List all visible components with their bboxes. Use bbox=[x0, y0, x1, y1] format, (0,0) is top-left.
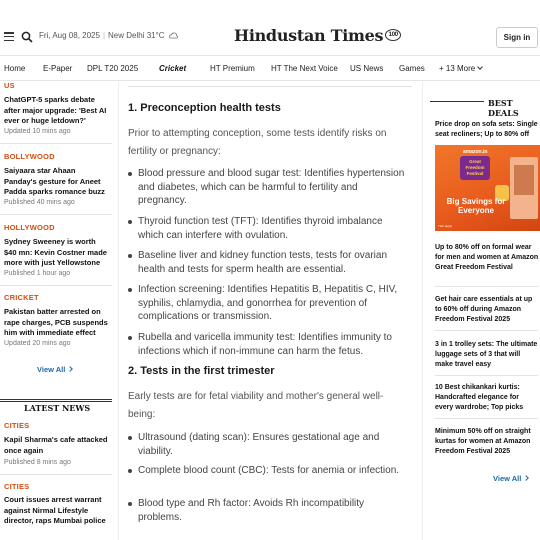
story-meta: Published 40 mins ago bbox=[4, 199, 75, 206]
logo-badge: 100 bbox=[385, 29, 401, 41]
bullet-item: Thyroid function test (TFT): Identifies thyroid imbalance which can interfere with ovulation. bbox=[128, 215, 406, 242]
signin-button[interactable]: Sign in bbox=[496, 27, 538, 48]
ad-badge: Great Freedom Festival bbox=[460, 156, 490, 180]
divider bbox=[0, 285, 112, 286]
logo-text: Hindustan Times bbox=[234, 26, 384, 45]
top-header bbox=[0, 0, 540, 56]
nav-dpl[interactable]: DPL T20 2025 bbox=[87, 64, 139, 73]
date-weather: Fri, Aug 08, 2025 | New Delhi 31°C bbox=[39, 31, 178, 40]
search-icon[interactable] bbox=[21, 31, 33, 43]
divider bbox=[0, 143, 112, 144]
divider bbox=[435, 375, 538, 376]
section-label[interactable]: CITIES bbox=[4, 421, 30, 430]
bullet-item: Baseline liver and kidney function tests, tests for ovarian health and tests for sperm health are essential. bbox=[128, 249, 406, 276]
column-divider bbox=[118, 82, 119, 540]
view-all-label: View All bbox=[37, 365, 66, 374]
deal-link[interactable]: 10 Best chikankari kurtis: Handcrafted elegance for every wardrobe; Top picks bbox=[435, 384, 524, 411]
story-headline[interactable]: Court issues arrest warrant against Nirmal Lifestyle director, raps Mumbai police bbox=[4, 495, 106, 525]
article-top-rule bbox=[128, 86, 412, 87]
bullet-item: Blood type and Rh factor: Avoids Rh incompatibility problems. bbox=[128, 497, 406, 524]
divider bbox=[0, 474, 112, 475]
latest-news-rule bbox=[0, 399, 112, 402]
menu-icon[interactable] bbox=[4, 32, 14, 41]
divider bbox=[435, 418, 538, 419]
nav-us-news[interactable]: US News bbox=[350, 64, 384, 73]
story-headline[interactable]: Saiyaara star Ahaan Panday's gesture for Aneet Padda sparks romance buzz bbox=[4, 166, 105, 196]
section-label[interactable]: US bbox=[4, 81, 15, 90]
deal-link[interactable]: 3 in 1 trolley sets: The ultimate luggage sets of 3 that will make travel easy bbox=[435, 341, 538, 368]
story-headline[interactable]: Kapil Sharma's cafe attacked once again bbox=[4, 435, 108, 455]
bullet-item: Rubella and varicella immunity test: Identifies immunity to infections which if non-immune can harm the fetus. bbox=[128, 331, 406, 358]
date-label: Fri, Aug 08, 2025 bbox=[39, 31, 100, 40]
nav-ht-premium[interactable]: HT Premium bbox=[210, 64, 255, 73]
deal-link[interactable]: Minimum 50% off on straight kurtas for women at Amazon Freedom Festival 2025 bbox=[435, 428, 531, 455]
section-heading: 2. Tests in the first trimester bbox=[128, 365, 275, 377]
nav-more-label: + 13 More bbox=[439, 64, 476, 73]
nav-games[interactable]: Games bbox=[399, 64, 425, 73]
bullet-item: Ultrasound (dating scan): Ensures gestational age and viability. bbox=[128, 431, 406, 458]
nav-cricket[interactable] bbox=[159, 64, 186, 73]
story-headline[interactable]: ChatGPT-5 sparks debate after major upgrade: 'Best AI ever or huge letdown?' bbox=[4, 95, 107, 125]
bullet-item: Infection screening: Identifies Hepatitis B, Hepatitis C, HIV, syphilis, chlamydia, and gonorrhea for prevention of complications or transmission. bbox=[128, 283, 406, 324]
deal-link[interactable]: Up to 80% off on formal wear for men and women at Amazon Great Freedom Festival bbox=[435, 244, 539, 271]
ad-terms: T&C apply bbox=[438, 224, 453, 228]
view-all-link[interactable] bbox=[37, 365, 72, 374]
best-deals-title: BEST DEALS bbox=[484, 98, 540, 118]
bullet-item: Blood pressure and blood sugar test: Identifies hypertension and diabetes, which can be harmful to fertility and pregnancy. bbox=[128, 167, 406, 208]
nav-home[interactable]: Home bbox=[4, 64, 26, 73]
story-headline[interactable]: Pakistan batter arrested on rape charges, PCB suspends him with immediate effect bbox=[4, 307, 108, 337]
section-label[interactable]: HOLLYWOOD bbox=[4, 223, 55, 232]
nav-next-voice[interactable]: HT The Next Voice bbox=[271, 64, 338, 73]
article-paragraph: Prior to attempting conception, some tests identify risks on fertility or pregnancy: bbox=[128, 128, 387, 157]
city-weather: New Delhi 31°C bbox=[108, 31, 165, 40]
column-divider bbox=[422, 82, 423, 540]
nav-epaper[interactable]: E-Paper bbox=[43, 64, 73, 73]
ad-brand: amazon.in bbox=[463, 149, 488, 155]
chevron-down-icon bbox=[477, 64, 483, 70]
chevron-right-icon bbox=[68, 366, 74, 372]
article-paragraph: Early tests are for fetal viability and mother's general well-being: bbox=[128, 391, 384, 420]
deal-link[interactable]: Get hair care essentials at up to 60% off during Amazon Freedom Festival 2025 bbox=[435, 296, 533, 323]
story-meta: Updated 20 mins ago bbox=[4, 340, 71, 347]
section-label[interactable]: CITIES bbox=[4, 482, 30, 491]
view-all-link[interactable] bbox=[493, 474, 528, 483]
latest-news-title: LATEST NEWS bbox=[24, 403, 91, 413]
divider bbox=[435, 330, 538, 331]
story-meta: Published 8 mins ago bbox=[4, 459, 71, 466]
divider bbox=[0, 214, 112, 215]
story-meta: Published 1 hour ago bbox=[4, 270, 71, 277]
site-logo[interactable] bbox=[234, 26, 401, 45]
divider bbox=[435, 286, 538, 287]
section-label[interactable]: BOLLYWOOD bbox=[4, 152, 55, 161]
nav-more[interactable] bbox=[439, 64, 482, 73]
ad-banner[interactable] bbox=[435, 145, 540, 231]
view-all-label: View All bbox=[493, 474, 522, 483]
story-headline[interactable]: Sydney Sweeney is worth $40 mn: Kevin Costner made more with just Yellowstone bbox=[4, 237, 107, 267]
deal-link[interactable]: Price drop on sofa sets: Single seat recliners; Up to 80% off bbox=[435, 121, 538, 138]
story-meta: Updated 10 mins ago bbox=[4, 128, 71, 135]
bullet-item: Complete blood count (CBC): Tests for anemia or infection. bbox=[128, 464, 406, 478]
main-nav bbox=[0, 57, 540, 81]
chevron-right-icon bbox=[524, 475, 530, 481]
cloud-icon bbox=[169, 32, 178, 39]
nav-cricket-label: Cricket bbox=[159, 64, 187, 73]
section-label[interactable]: CRICKET bbox=[4, 293, 39, 302]
section-heading: 1. Preconception health tests bbox=[128, 102, 281, 114]
ad-product-detail bbox=[514, 165, 534, 195]
ad-headline: Big Savings for Everyone bbox=[446, 197, 506, 215]
